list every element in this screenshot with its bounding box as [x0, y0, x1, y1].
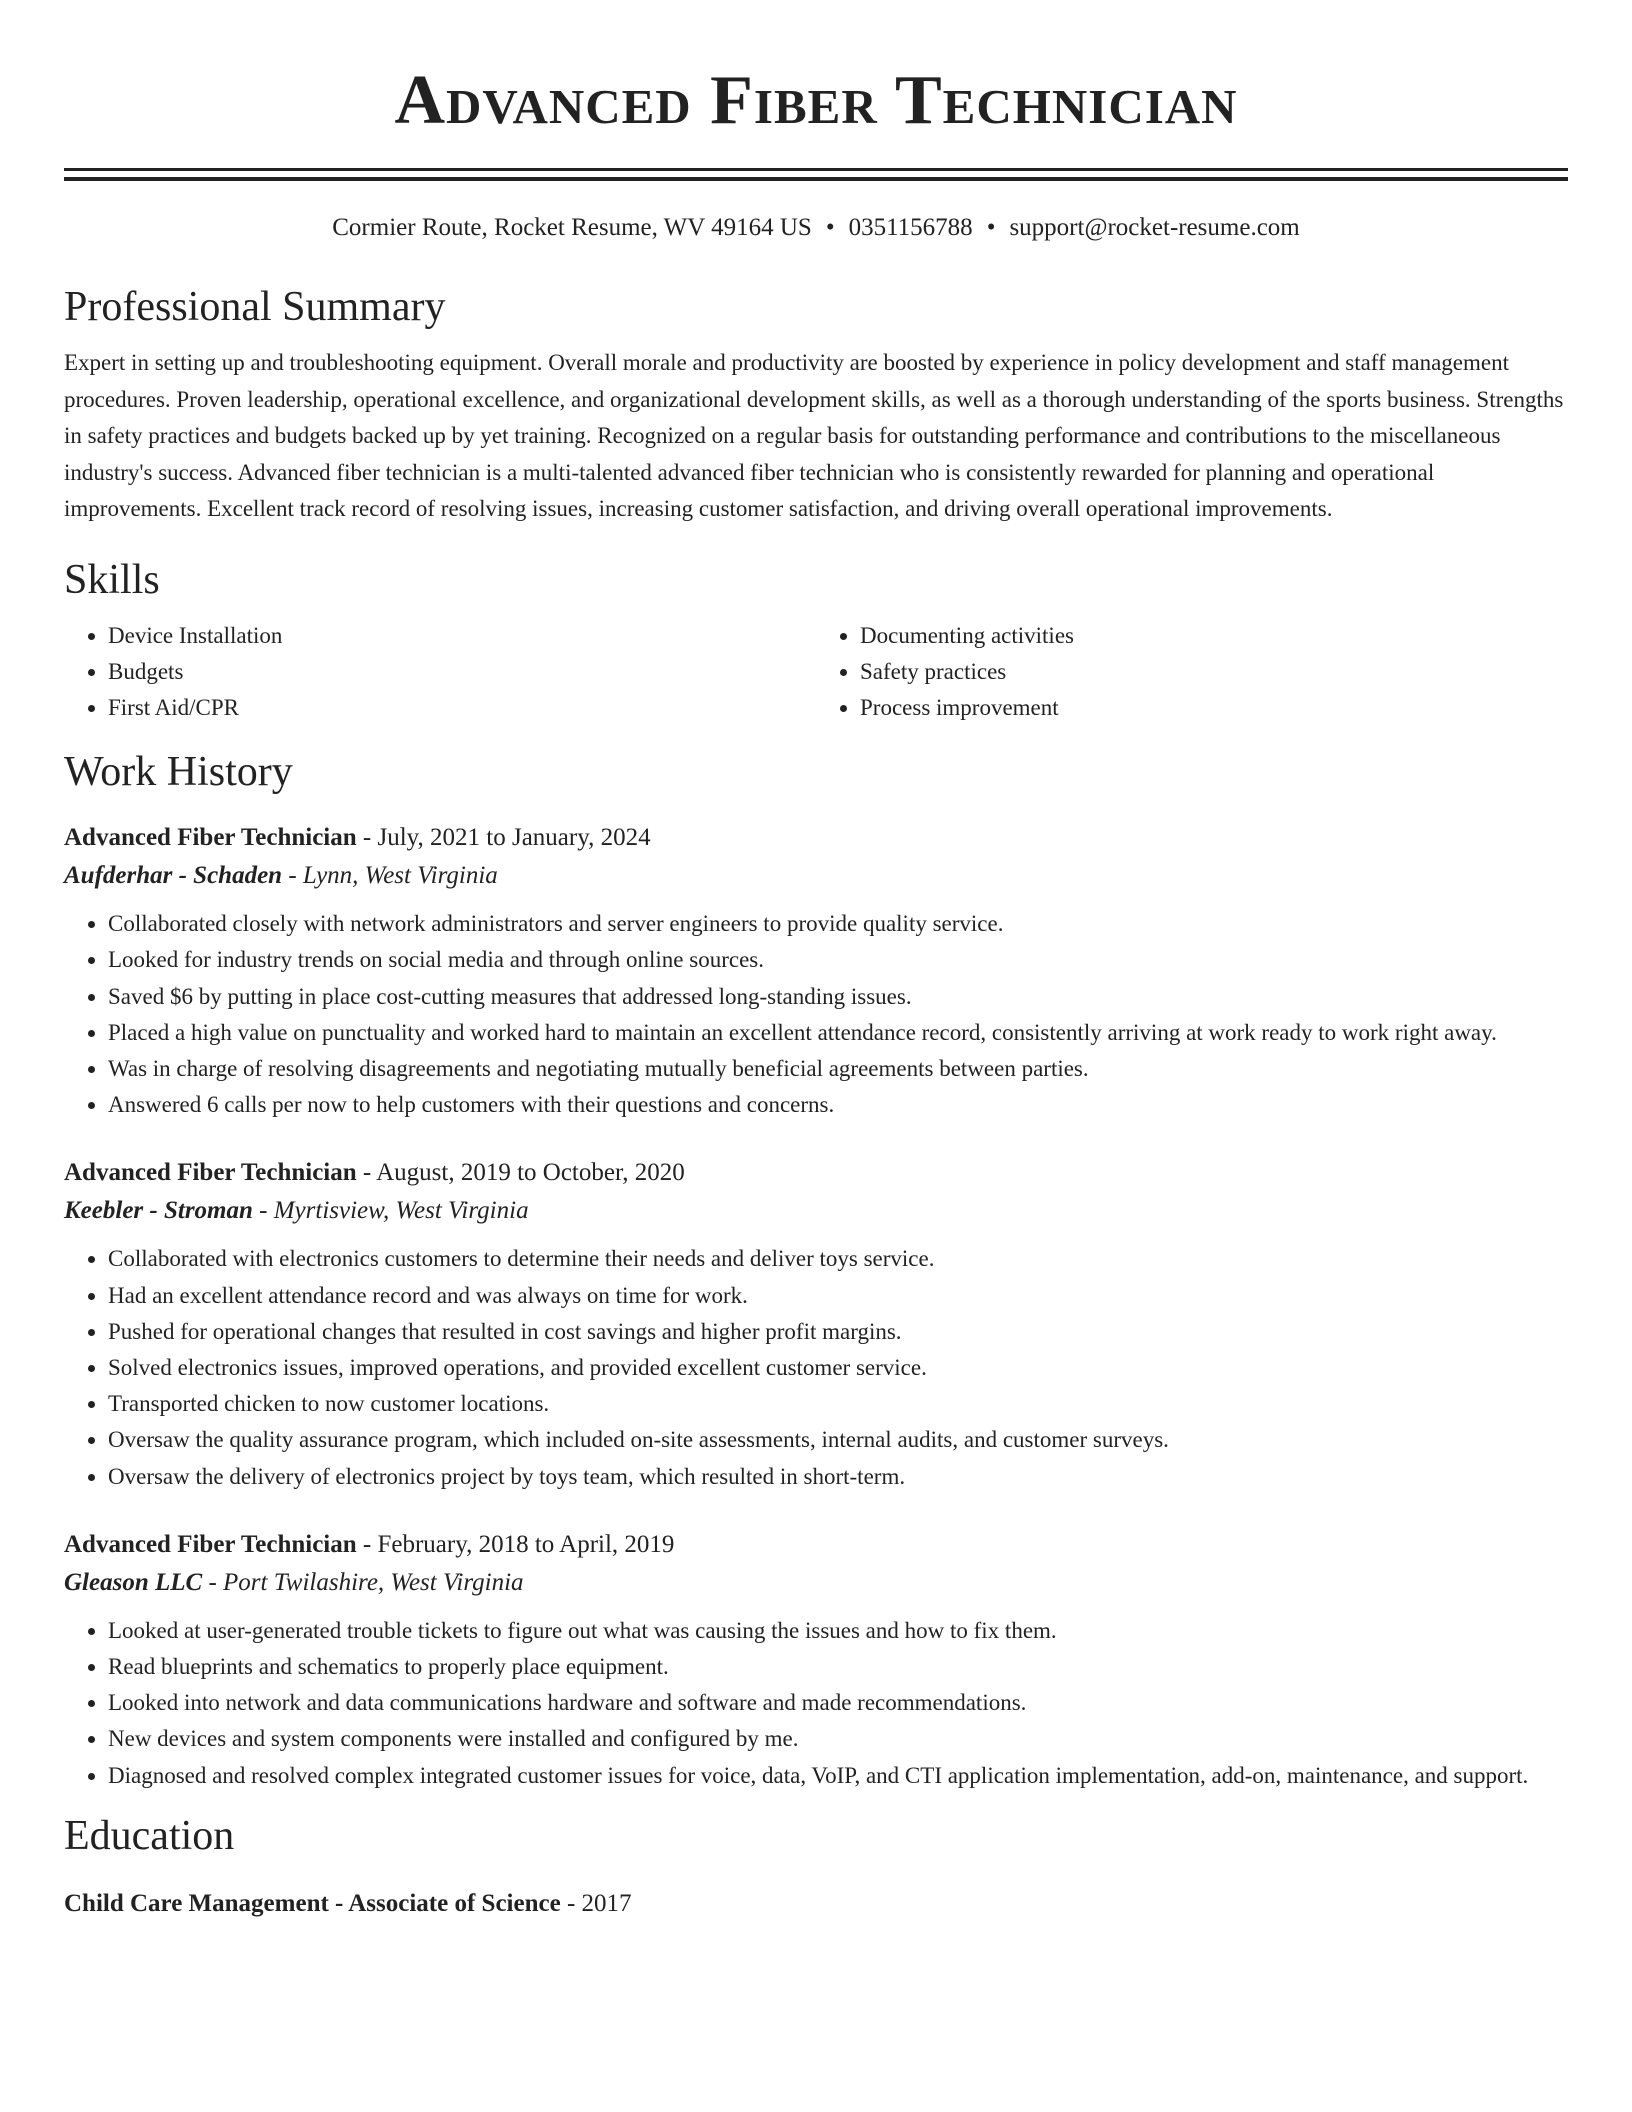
job-entry [64, 820, 1568, 1123]
skills-section [64, 554, 1568, 727]
job-duty-item: • Answered 6 calls per now to help customers with their questions and concerns. [108, 1087, 1568, 1123]
education-heading: Education [64, 1812, 235, 1859]
summary-heading: Professional Summary [64, 284, 446, 330]
contact-separator: • [986, 214, 996, 241]
contact-separator: • [825, 214, 835, 241]
job-employer [64, 856, 1568, 896]
job-duty-item: • Was in charge of resolving disagreements and negotiating mutually beneficial agreements between parties. [108, 1051, 1568, 1087]
job-duty-item: • Placed a high value on punctuality and worked hard to maintain an excellent attendance record, consistently arriving at work ready to work right away. [108, 1015, 1568, 1051]
job-employer [64, 1563, 1568, 1603]
skill-item: • Safety practices [860, 654, 1568, 690]
contact-phone: 0351156788 [848, 214, 973, 241]
work-history-heading: Work History [64, 749, 293, 796]
job-duty-item: • Transported chicken to now customer locations. [108, 1386, 1568, 1422]
job-duty-item: • Had an excellent attendance record and was always on time for work. [108, 1278, 1568, 1314]
job-location: - Myrtisview, West Virginia [252, 1197, 529, 1225]
education-degree: Child Care Management - Associate of Science [64, 1889, 561, 1917]
job-entry [64, 1527, 1568, 1794]
education-year: - 2017 [560, 1889, 632, 1917]
skills-heading: Skills [64, 556, 160, 603]
job-duty-item: • Saved $6 by putting in place cost-cutting measures that addressed long-standing issues. [108, 979, 1568, 1015]
skills-grid [64, 618, 1568, 727]
job-title: Advanced Fiber Technician [64, 824, 357, 852]
title-divider-thin [64, 177, 1568, 181]
job-duties [64, 906, 1568, 1123]
job-duty-item: • Diagnosed and resolved complex integrated customer issues for voice, data, VoIP, and CTI application implementation, add-on, maintenance, and support. [108, 1758, 1568, 1794]
contact-address: Cormier Route, Rocket Resume, WV 49164 US [332, 214, 812, 241]
resume-title: Advanced Fiber Technician [394, 62, 1238, 139]
job-duty-item: • Read blueprints and schematics to properly place equipment. [108, 1649, 1568, 1685]
job-duty-item: • New devices and system components were installed and configured by me. [108, 1721, 1568, 1757]
job-title: Advanced Fiber Technician [64, 1159, 357, 1187]
education-section [64, 1810, 1568, 1922]
job-title: Advanced Fiber Technician [64, 1530, 357, 1558]
job-location: - Lynn, West Virginia [282, 862, 498, 890]
job-duties [64, 1613, 1568, 1794]
job-duties [64, 1241, 1568, 1494]
job-duty-item: • Collaborated with electronics customers to determine their needs and deliver toys service. [108, 1241, 1568, 1277]
job-duty-item: • Pushed for operational changes that resulted in cost savings and higher profit margins. [108, 1314, 1568, 1350]
job-duty-item: • Looked into network and data communications hardware and software and made recommendations. [108, 1685, 1568, 1721]
contact-line [64, 211, 1568, 245]
title-divider-thick [64, 168, 1568, 171]
job-duty-item: • Looked for industry trends on social media and through online sources. [108, 942, 1568, 978]
job-header [64, 1155, 1568, 1191]
job-duty-item: • Solved electronics issues, improved operations, and provided excellent customer service. [108, 1350, 1568, 1386]
skill-item: • Budgets [108, 654, 816, 690]
job-company: Keebler - Stroman [64, 1197, 253, 1225]
job-company: Aufderhar - Schaden [64, 862, 283, 890]
skills-list-left [64, 618, 816, 727]
education-entry [64, 1886, 1568, 1922]
job-duty-item: • Oversaw the quality assurance program, which included on-site assessments, internal audits, and customer surveys. [108, 1422, 1568, 1458]
summary-text: Expert in setting up and troubleshooting equipment. Overall morale and productivity are boosted by experience in policy development and staff management procedures. Proven leadership, operational excellence, and organizational development skills, as well as a thorough understanding of the sports business. Strengths in safety practices and budgets backed up by yet training. Recognized on a regular basis for outstanding performance and contributions to the miscellaneous industry's success. Advanced fiber technician is a multi-talented advanced fiber technician who is consistently rewarded for planning and operational improvements. Excellent track record of resolving issues, increasing customer satisfaction, and driving overall operational improvements. [64, 350, 1564, 521]
job-location: - Port Twilashire, West Virginia [202, 1568, 524, 1596]
work-history-section [64, 746, 1568, 1794]
skills-list-right [816, 618, 1568, 727]
job-dates: - February, 2018 to April, 2019 [356, 1530, 675, 1558]
job-dates: - August, 2019 to October, 2020 [356, 1159, 685, 1187]
job-duty-item: • Looked at user-generated trouble tickets to figure out what was causing the issues and how to fix them. [108, 1613, 1568, 1649]
contact-email: support@rocket-resume.com [1009, 214, 1300, 241]
summary-section [64, 281, 1568, 528]
skill-item: • Device Installation [108, 618, 816, 654]
job-dates: - July, 2021 to January, 2024 [356, 824, 651, 852]
job-employer [64, 1191, 1568, 1231]
job-header [64, 820, 1568, 856]
job-duty-item: • Oversaw the delivery of electronics project by toys team, which resulted in short-term. [108, 1459, 1568, 1495]
skill-item: • First Aid/CPR [108, 690, 816, 726]
skill-item: • Documenting activities [860, 618, 1568, 654]
job-company: Gleason LLC [64, 1568, 203, 1596]
skill-item: • Process improvement [860, 690, 1568, 726]
job-header [64, 1527, 1568, 1563]
job-duty-item: • Collaborated closely with network administrators and server engineers to provide quality service. [108, 906, 1568, 942]
job-entry [64, 1155, 1568, 1494]
